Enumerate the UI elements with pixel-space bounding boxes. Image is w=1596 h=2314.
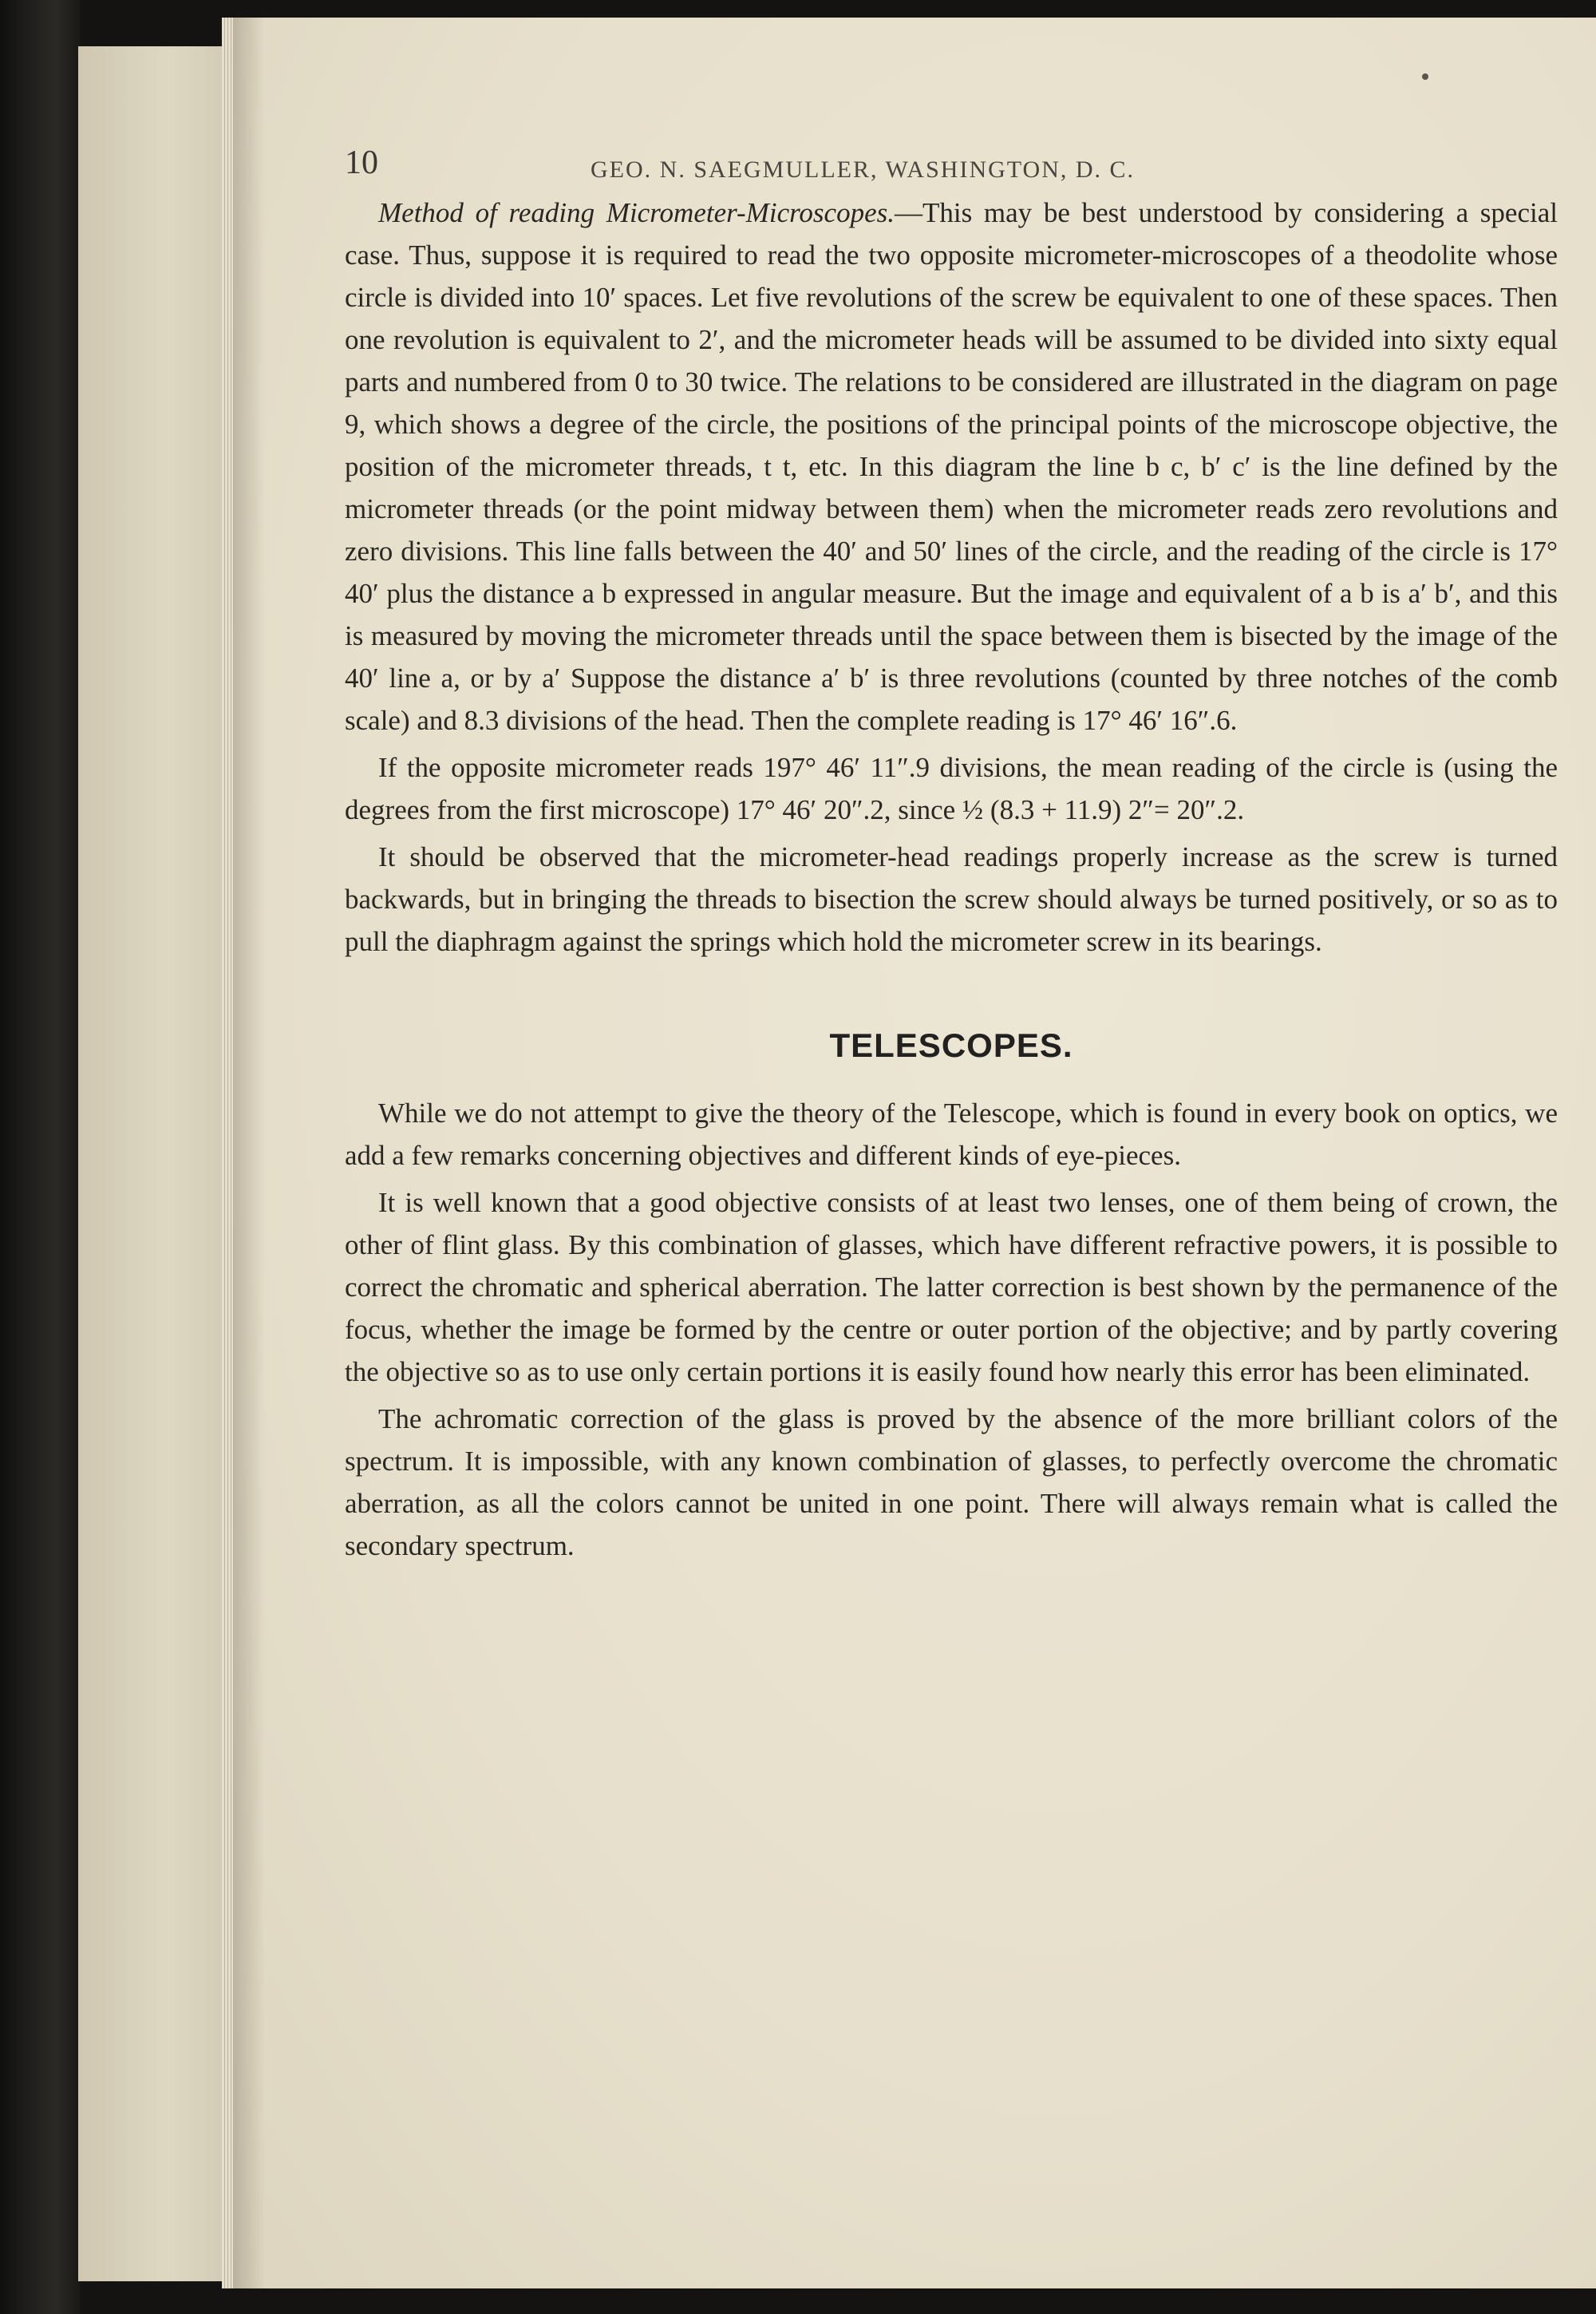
facing-page-edge [78,46,230,2281]
paragraph-achromatic-correction: The achromatic correction of the glass is proved by the absence of the more brilliant colors of the spectrum. It is impossible, with any known combination of glasses, to perfectly overcome the chromatic aberration, as all the colors cannot be united in one point. There will always remain what is called the secondary spectrum. [345,1403,1558,1561]
paragraph-micrometer-method [345,192,1558,742]
book-binding [0,0,80,2314]
paragraph-opposite-reading: If the opposite micrometer reads 197° 46′ 11″.9 divisions, the mean reading of the circle is (using the degrees from the first microscope) 17° 46′ 20″.2, since ½ (8.3 + 11.9) 2″= 20″.2. [345,752,1558,825]
paragraph-lead-heading: Method of reading Micrometer-Microscopes. [378,197,895,228]
section-heading-telescopes: TELESCOPES. [829,1026,1073,1064]
paragraph-screw-note: It should be observed that the micrometer-head readings properly increase as the screw is turned backwards, but in bringing the threads to bisection the screw should always be turned positively, or so as to pull the diaphragm against the springs which hold the micrometer screw in its bearings. [345,841,1558,957]
paragraph-objective-lenses: It is well known that a good objective consists of at least two lenses, one of them being of crown, the other of flint glass. By this combination of glasses, which have different refractive powers, it is possible to correct the chromatic and spherical aberration. The latter correction is best shown by the permanence of the focus, whether the image be formed by the centre or outer portion of the objective; and by partly covering the objective so as to use only certain portions it is easily found how nearly this error has been eliminated. [345,1187,1558,1387]
paragraph-telescope-intro: While we do not attempt to give the theory of the Telescope, which is found in every book on optics, we add a few remarks concerning objectives and different kinds of eye-pieces. [345,1098,1558,1171]
page-number: 10 [345,144,378,181]
running-head [345,129,1558,185]
running-head-title: GEO. N. SAEGMULLER, WASHINGTON, D. C. [591,156,1136,183]
paragraph-body: —This may be best understood by considering a special case. Thus, suppose it is required to read the two opposite micrometer-microscopes of a theodolite whose circle is divided into 10′ spaces. Let five revolutions of the screw be equivalent to one of these spaces. Then one revolution is equivalent to 2′, and the micrometer heads will be assumed to be divided into sixty equal parts and numbered from 0 to 30 twice. The relations to be considered are illustrated in the diagram on page 9, which shows a degree of the circle, the positions of the principal points of the microscope objective, the position of the micrometer threads, t t, etc. In this diagram the line b c, b′ c′ is the line defined by the micrometer threads (or the point midway between them) when the micrometer reads zero revolutions and zero divisions. This line falls between the 40′ and 50′ lines of the circle, and the reading of the circle is 17° 40′ plus the distance a b expressed in angular measure. But the image and equivalent of a b is a′ b′, and this is measured by moving the micrometer threads until the space between them is bisected by the image of the 40′ line a, or by a′ Suppose the distance a′ b′ is three revolutions (counted by three notches of the comb scale) and 8.3 divisions of the head. Then the complete reading is 17° 46′ 16″.6. [345,197,1558,736]
book-page [233,18,1596,2288]
gutter-shadow [233,18,265,2288]
page-text-block [345,129,1558,1567]
speck-mark [1422,73,1428,80]
